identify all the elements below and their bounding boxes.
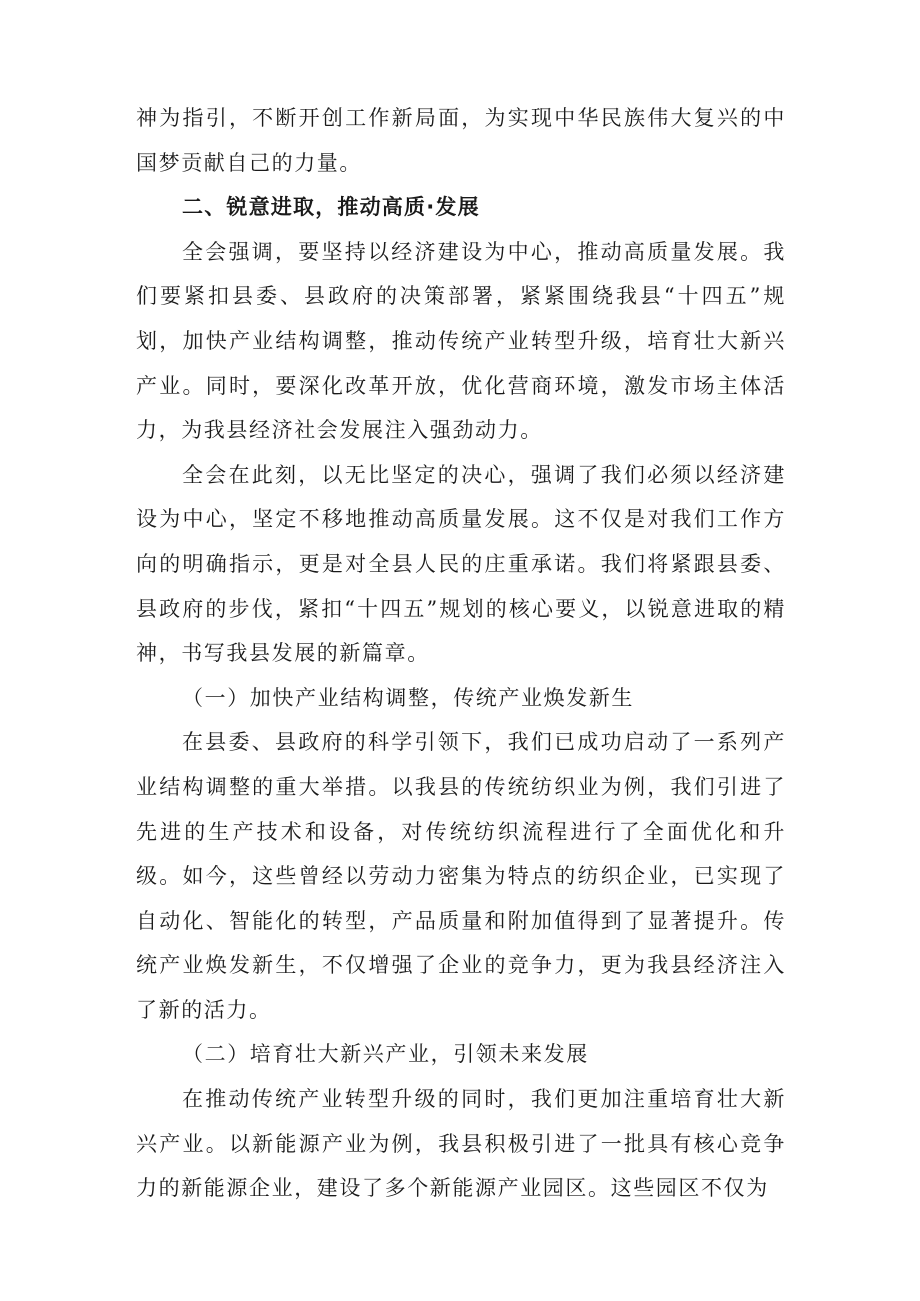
subsection-heading-1: （一）加快产业结构调整，传统产业焕发新生 — [182, 685, 634, 710]
section-heading: 二、锐意进取，推动高质·发展 — [182, 195, 480, 220]
body-paragraph-3: 在县委、县政府的科学引领下，我们已成功启动了一系列产业结构调整的重大举措。以我县的传统纺织业为例，我们引进了先进的生产技术和设备，对传统纺织流程进行了全面优化和升级。如今，这些曾经以劳动力密集为特点的纺织企业，已实现了自动化、智能化的转型，产品质量和附加值得到了显著提升。传统产业焕发新生，不仅增强了企业的竞争力，更为我县经济注入了新的活力。 — [136, 730, 786, 1022]
body-paragraph-1: 全会强调，要坚持以经济建设为中心，推动高质量发展。我们要紧扣县委、县政府的决策部署，紧紧围绕我县“十四五”规划，加快产业结构调整，推动传统产业转型升级，培育壮大新兴产业。同时，要深化改革开放，优化营商环境，激发市场主体活力，为我县经济社会发展注入强劲动力。 — [136, 239, 786, 443]
subsection-heading-2: （二）培育壮大新兴产业，引领未来发展 — [182, 1042, 589, 1067]
continuation-paragraph: 神为指引，不断开创工作新局面，为实现中华民族伟大复兴的中国梦贡献自己的力量。 — [136, 106, 786, 175]
document-body — [136, 96, 786, 1211]
body-paragraph-2: 全会在此刻，以无比坚定的决心，强调了我们必须以经济建设为中心，坚定不移地推动高质量发展。这不仅是对我们工作方向的明确指示，更是对全县人民的庄重承诺。我们将紧跟县委、县政府的步伐，紧扣“十四五”规划的核心要义，以锐意进取的精神，书写我县发展的新篇章。 — [136, 462, 786, 666]
body-paragraph-4: 在推动传统产业转型升级的同时，我们更加注重培育壮大新兴产业。以新能源产业为例，我县积极引进了一批具有核心竞争力的新能源企业，建设了多个新能源产业园区。这些园区不仅为 — [136, 1087, 786, 1201]
